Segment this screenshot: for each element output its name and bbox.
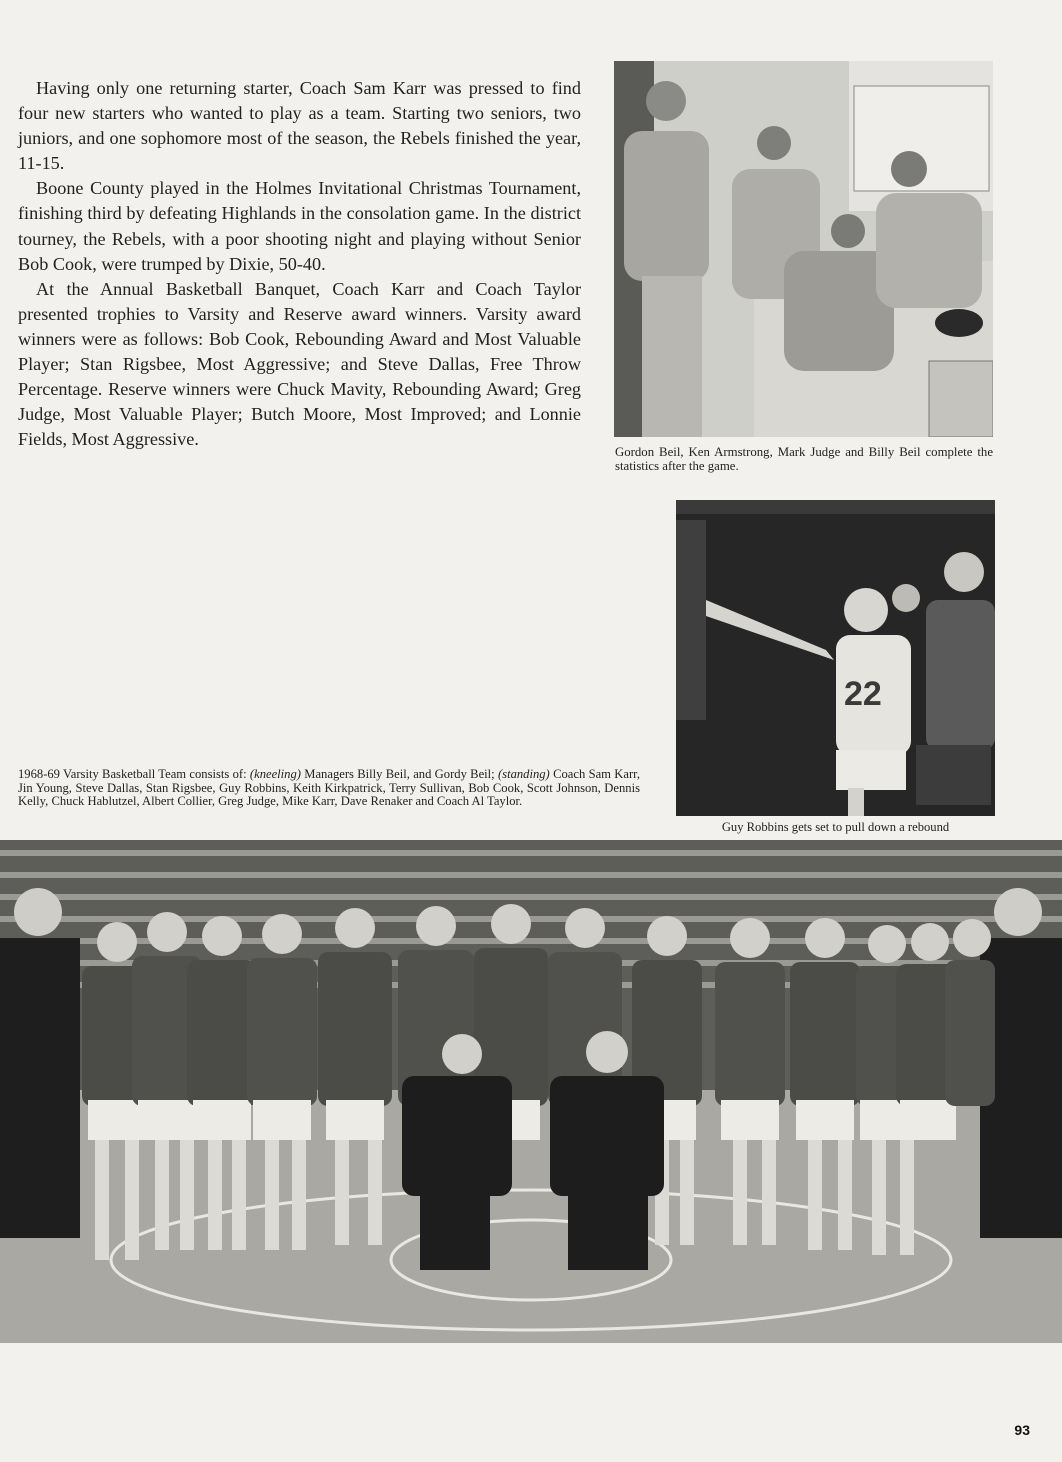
standing-names: Coach Sam Karr, Jin Young, Steve Dallas, Stan Rigsbee, Guy Robbins, Keith Kirkpatrick, Terry Sullivan, Bob Cook, Scott Johnson, Dennis Kelly, Chuck Hablutzel, Albert Collier, Greg Judge, Mike Karr, Dave Renaker and Coach Al Taylor. (18, 767, 640, 809)
stats-photo-caption: Gordon Beil, Ken Armstrong, Mark Judge and Billy Beil complete the statistics after the game. (615, 445, 993, 473)
svg-text:22: 22 (844, 675, 882, 713)
article-body (18, 76, 581, 452)
team-photo (0, 840, 1062, 1343)
paragraph-3: At the Annual Basketball Banquet, Coach Karr and Coach Taylor presented trophies to Varsity and Reserve award winners. Varsity award winners were as follows: Bob Cook, Rebounding Award and Most Valuable Player; Stan Rigsbee, Most Aggressive; and Steve Dallas, Free Throw Percentage. Reserve winners were Chuck Mavity, Rebounding Award; Greg Judge, Most Valuable Player; Butch Moore, Most Improved; and Lonnie Fields, Most Aggressive. (18, 278, 581, 450)
paragraph-1: Having only one returning starter, Coach Sam Karr was pressed to find four new starters who wanted to play as a team. Starting two seniors, two juniors, and one sophomore most of the season, the Rebels finished the year, 11-15. (18, 78, 581, 174)
team-caption-intro: 1968-69 Varsity Basketball Team consists of: (18, 767, 247, 781)
managers-statistics-photo (614, 61, 993, 437)
rebound-photo (676, 500, 995, 816)
rebound-photo-caption: Guy Robbins gets set to pull down a rebound (721, 820, 950, 834)
standing-label: (standing) (497, 767, 550, 781)
team-photo-caption (18, 768, 640, 809)
kneeling-label: (kneeling) (249, 767, 301, 781)
page-number: 93 (1014, 1422, 1030, 1438)
kneeling-names: Managers Billy Beil, and Gordy Beil; (304, 767, 495, 781)
paragraph-2: Boone County played in the Holmes Invitational Christmas Tournament, finishing third by defeating Highlands in the consolation game. In the district tourney, the Rebels, with a poor shooting night and playing without Senior Bob Cook, were trumped by Dixie, 50-40. (18, 178, 581, 274)
